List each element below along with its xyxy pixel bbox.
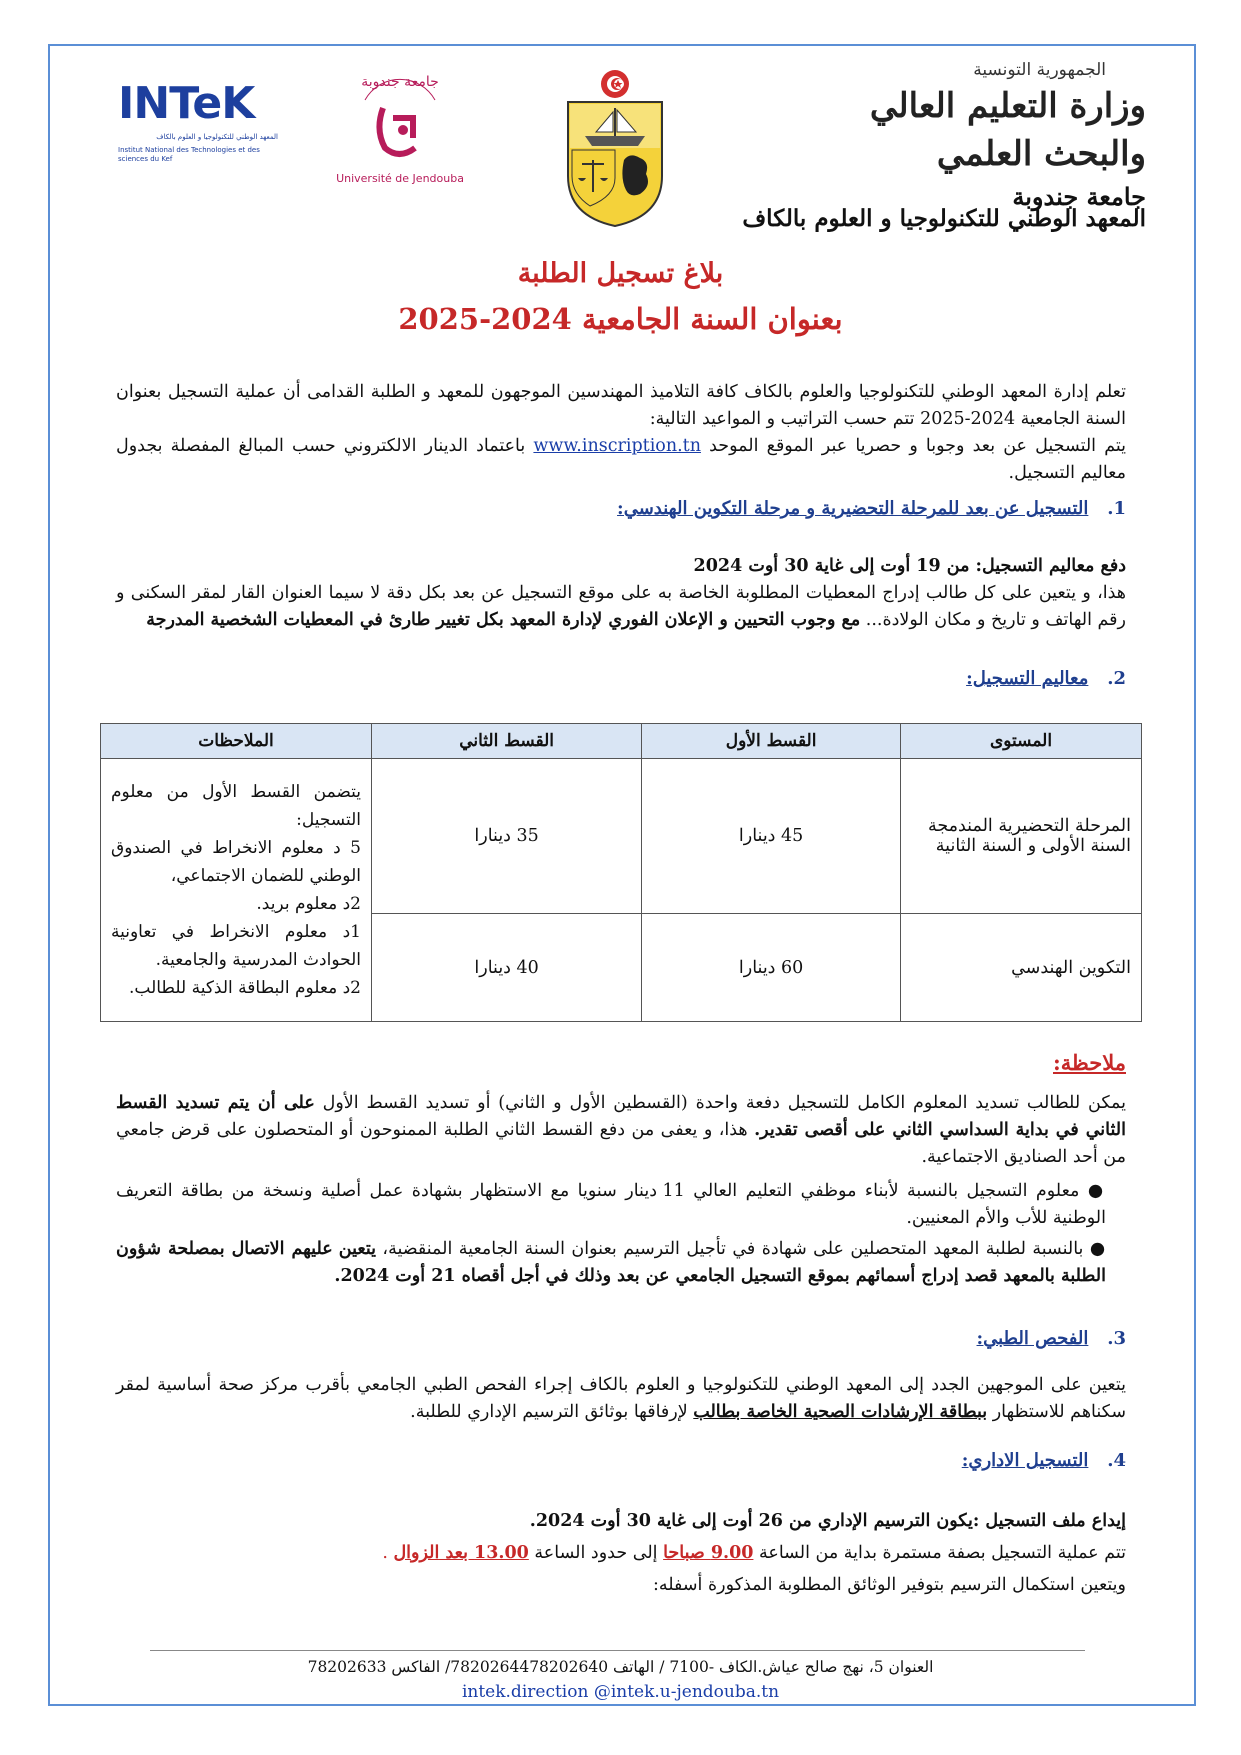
intek-logo	[118, 78, 278, 168]
footer-divider	[150, 1650, 1085, 1651]
intek-logo-sub-fr: Institut National des Technologies et des sciences du Kef	[118, 146, 260, 163]
page-subtitle: بعنوان السنة الجامعية 2024-2025	[398, 302, 843, 336]
section1-heading: 1. التسجيل عن بعد للمرحلة التحضيرية و مرحلة التكوين الهندسي:	[617, 498, 1126, 519]
header-ministry-block	[816, 60, 1146, 211]
ministry-line1: وزارة التعليم العالي	[869, 86, 1146, 126]
fees-table	[100, 723, 1142, 1022]
university-jendouba-logo-icon	[336, 60, 464, 190]
intro-text-1: تعلم إدارة المعهد الوطني للتكنولوجيا والعلوم بالكاف كافة التلاميذ المهندسين الموجهون للمعهد و الطلبة القدامى أن عملية التسجيل بعنوان السنة الجامعية 2024-2025 تتم حسب التراتيب و المواعيد التالية:	[116, 382, 1126, 429]
header-first: القسط الأول	[642, 724, 901, 759]
table-row	[101, 759, 1142, 914]
header-second: القسط الثاني	[372, 724, 642, 759]
intek-logo-sub-ar: المعهد الوطني للتكنولوجيا و العلوم بالكاف	[156, 133, 278, 141]
row0-first: 45 دينارا	[642, 759, 901, 914]
intro-text-2: يتم التسجيل عن بعد وجوبا و حصريا عبر الموقع الموحد	[709, 436, 1126, 456]
institute-name: المعهد الوطني للتكنولوجيا و العلوم بالكاف	[742, 205, 1146, 232]
section4-heading: 4. التسجيل الاداري:	[961, 1450, 1126, 1471]
section4-line1: إيداع ملف التسجيل :يكون الترسيم الإداري من 26 أوت إلى غاية 30 أوت 2024.	[529, 1511, 1126, 1531]
bullet-icon: ●	[1079, 1181, 1106, 1201]
section3-heading: 3. الفحص الطبي:	[976, 1328, 1126, 1349]
footer-address: العنوان 5، نهج صالح عياش.الكاف -7100 / الهاتف 7820264478202640/ الفاكس 78202633	[307, 1658, 934, 1676]
republic-text: الجمهورية التونسية	[973, 60, 1106, 80]
row0-second: 35 دينارا	[372, 759, 642, 914]
row1-level: التكوين الهندسي	[901, 914, 1142, 1022]
header-level: المستوى	[901, 724, 1142, 759]
section1-body: دفع معاليم التسجيل: من 19 أوت إلى غاية 30 أوت 2024 هذا، و يتعين على كل طالب إدراج المعطيات المطلوبة الخاصة به على موقع التسجيل عن بعد بكل دقة لا سيما العنوان القار لمقر السكنى و رقم الهاتف و تاريخ و مكان الولادة... مع وجوب التحيين و الإعلان الفوري لإدارة المعهد بكل تغيير طارئ في المعطيات الشخصية المدرجة	[116, 556, 1126, 630]
row1-second: 40 دينارا	[372, 914, 642, 1022]
page-title: بلاغ تسجيل الطلبة	[517, 258, 724, 289]
note-paragraph: يمكن للطالب تسديد المعلوم الكامل للتسجيل دفعة واحدة (القسطين الأول و الثاني) أو تسديد القسط الأول على أن يتم تسديد القسط الثاني في بداية السداسي الثاني على أقصى تقدير. هذا، و يعفى من دفع القسط الثاني الطلبة الممنوحون أو المتحصلون على قرض جامعي من أحد الصناديق الاجتماعية.	[116, 1093, 1126, 1167]
section4-line2: تتم عملية التسجيل بصفة مستمرة بداية من الساعة 9.00 صباحا إلى حدود الساعة 13.00 بعد الزوال .	[382, 1543, 1126, 1563]
intek-logo-in: IN	[118, 78, 170, 129]
intek-logo-tek: TeK	[169, 78, 255, 129]
ministry-line2: والبحث العلمي	[936, 134, 1146, 174]
section3-body: يتعين على الموجهين الجدد إلى المعهد الوطني للتكنولوجيا و العلوم بالكاف إجراء الفحص الطبي الجامعي بأقرب مركز صحة أساسية لمقر سكناهم للاستظهار ببطاقة الإرشادات الصحية الخاصة بطالب لإرفاقها بوثائق الترسيم الإداري للطلبة.	[116, 1375, 1126, 1422]
footer-email[interactable]: intek.direction @intek.u-jendouba.tn	[461, 1682, 780, 1702]
fees-notes-cell: يتضمن القسط الأول من معلوم التسجيل: 5 د معلوم الانخراط في الصندوق الوطني للضمان الاجتماعي، 2د معلوم بريد. 1د معلوم الانخراط في تعاونية الحوادث المدرسية والجامعية. 2د معلوم البطاقة الذكية للطالب.	[101, 759, 372, 1022]
bullet-icon: ●	[1083, 1239, 1106, 1259]
intro-paragraph	[116, 379, 1126, 487]
tunisia-coat-of-arms-icon	[560, 66, 670, 228]
row0-level: المرحلة التحضيرية المندمجة السنة الأولى و السنة الثانية	[901, 759, 1142, 914]
note-heading: ملاحظة:	[1053, 1050, 1126, 1075]
row1-first: 60 دينارا	[642, 914, 901, 1022]
intro-text-3: باعتماد الدينار الالكتروني حسب المبالغ المفصلة بجدول معاليم التسجيل.	[116, 436, 1126, 483]
section4-line3: ويتعين استكمال الترسيم بتوفير الوثائق المطلوبة المذكورة أسفله:	[652, 1575, 1126, 1595]
univ-logo-fr-text: Université de Jendouba	[336, 172, 464, 185]
note-bullet-1: ● معلوم التسجيل بالنسبة لأبناء موظفي التعليم العالي 11 دينار سنويا مع الاستظهار بشهادة عمل أصلية ونسخة من بطاقة التعريف الوطنية للأب والأم المعنيين.	[116, 1181, 1106, 1228]
university-name: جامعة جندوبة	[1012, 182, 1146, 211]
univ-logo-ar-text: جامعة جندوبة	[361, 74, 439, 90]
section2-heading: 2. معاليم التسجيل:	[966, 668, 1126, 689]
inscription-link[interactable]: www.inscription.tn	[533, 436, 701, 456]
note-bullet-2: ● بالنسبة لطلبة المعهد المتحصلين على شهادة في تأجيل الترسيم بعنوان السنة الجامعية المنقضية، يتعين عليهم الاتصال بمصلحة شؤون الطلبة بالمعهد قصد إدراج أسمائهم بموقع التسجيل الجامعي عن بعد وذلك في أجل أقصاه 21 أوت 2024.	[116, 1239, 1106, 1286]
header-notes: الملاحظات	[101, 724, 372, 759]
fees-table-header	[101, 724, 1142, 759]
